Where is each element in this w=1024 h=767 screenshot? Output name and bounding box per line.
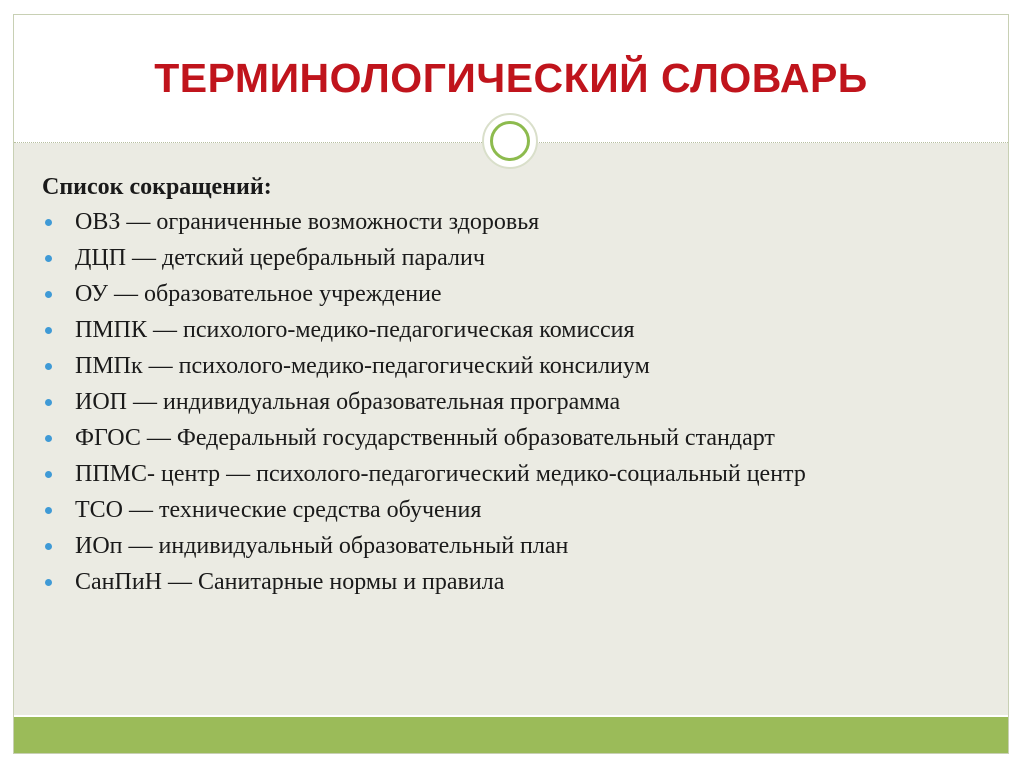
bullet-dot-icon xyxy=(45,327,52,334)
bullet-dot-icon xyxy=(45,543,52,550)
list-item xyxy=(42,351,942,381)
ring-ornament-icon xyxy=(482,113,538,169)
list-item xyxy=(42,531,942,561)
list-item-text: ДЦП — детский церебральный паралич xyxy=(75,245,485,271)
list-item-text: ФГОС — Федеральный государственный образовательный стандарт xyxy=(75,425,775,451)
bullet-dot-icon xyxy=(45,435,52,442)
slide-title: ТЕРМИНОЛОГИЧЕСКИЙ СЛОВАРЬ xyxy=(154,55,868,101)
bullet-dot-icon xyxy=(45,399,52,406)
list-item xyxy=(42,459,942,489)
bullet-dot-icon xyxy=(45,291,52,298)
list-item-text: ТСО — технические средства обучения xyxy=(75,497,482,523)
abbreviation-list xyxy=(42,207,942,603)
list-item-text: ПМПК — психолого-медико-педагогическая комиссия xyxy=(75,317,635,343)
list-item-text: ИОП — индивидуальная образовательная программа xyxy=(75,389,621,415)
list-item xyxy=(42,243,942,273)
list-item xyxy=(42,207,942,237)
bottom-accent-bar xyxy=(14,717,1008,753)
slide xyxy=(13,14,1009,754)
list-item xyxy=(42,567,942,597)
bullet-dot-icon xyxy=(45,471,52,478)
list-item xyxy=(42,495,942,525)
bullet-dot-icon xyxy=(45,507,52,514)
list-item xyxy=(42,387,942,417)
list-item-text: СанПиН — Санитарные нормы и правила xyxy=(75,569,505,595)
list-item-text: ППМС- центр — психолого-педагогический медико-социальный центр xyxy=(75,461,806,487)
list-heading: Список сокращений: xyxy=(42,174,272,200)
list-item xyxy=(42,315,942,345)
bullet-dot-icon xyxy=(45,363,52,370)
bullet-dot-icon xyxy=(45,255,52,262)
list-item xyxy=(42,423,942,453)
list-item-text: ИОп — индивидуальный образовательный план xyxy=(75,533,569,559)
list-item-text: ОВЗ — ограниченные возможности здоровья xyxy=(75,209,540,235)
list-item-text: ОУ — образовательное учреждение xyxy=(75,281,442,307)
list-item-text: ПМПк — психолого-медико-педагогический консилиум xyxy=(75,353,650,379)
list-item xyxy=(42,279,942,309)
bullet-dot-icon xyxy=(45,579,52,586)
bullet-dot-icon xyxy=(45,219,52,226)
